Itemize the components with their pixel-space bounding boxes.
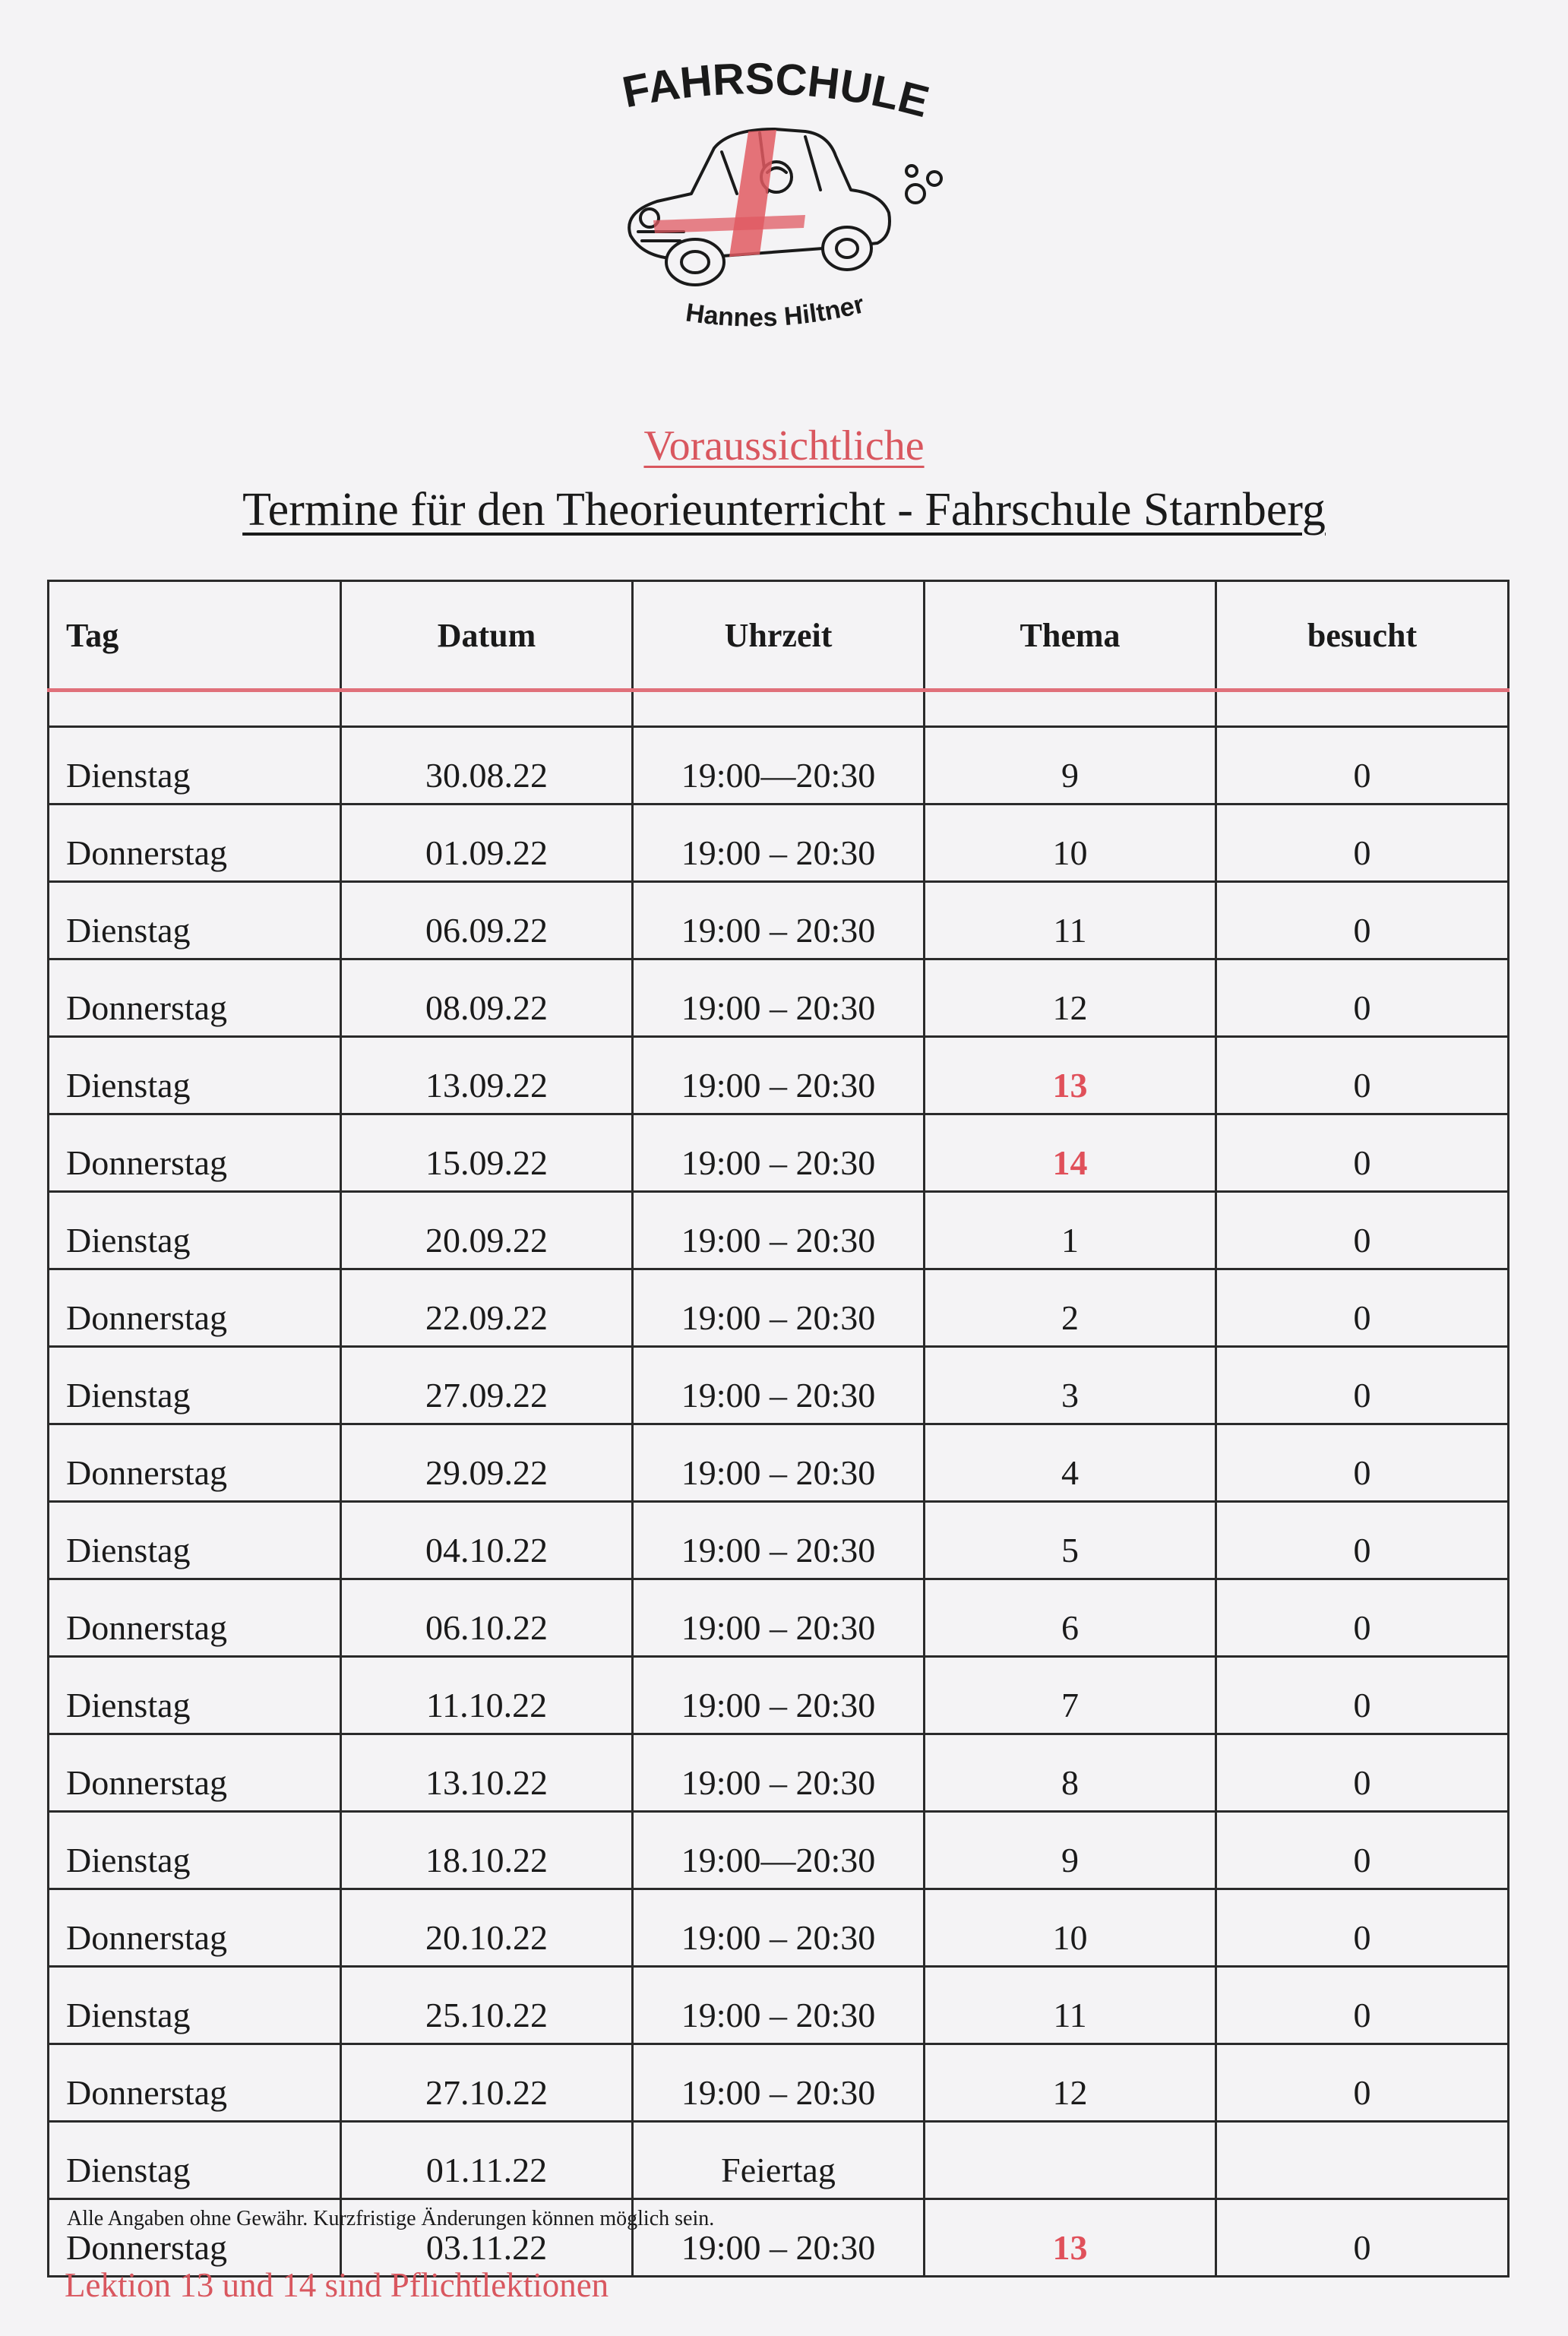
cell-uhrzeit: 19:00 – 20:30 bbox=[633, 1889, 925, 1967]
table-row bbox=[49, 1812, 1509, 1889]
cell-datum: 03.11.22 bbox=[341, 2199, 633, 2277]
table-row bbox=[49, 2122, 1509, 2199]
schedule-table bbox=[47, 580, 1510, 2278]
spacer-cell bbox=[1216, 691, 1509, 727]
svg-text:Hannes Hiltner bbox=[684, 289, 867, 332]
cell-thema: 12 bbox=[925, 959, 1216, 1037]
fahrschule-logo bbox=[577, 42, 972, 346]
cell-datum: 06.09.22 bbox=[341, 882, 633, 959]
title-line-2-wrap bbox=[0, 483, 1568, 537]
cell-thema: 9 bbox=[925, 1812, 1216, 1889]
header-tag: Tag bbox=[49, 581, 341, 691]
cell-datum: 29.09.22 bbox=[341, 1424, 633, 1502]
cell-uhrzeit: 19:00 – 20:30 bbox=[633, 1967, 925, 2044]
cell-besucht: 0 bbox=[1216, 1657, 1509, 1734]
spacer-cell bbox=[633, 691, 925, 727]
cell-uhrzeit: 19:00 – 20:30 bbox=[633, 1347, 925, 1424]
svg-text:FAHRSCHULE bbox=[618, 54, 934, 127]
cell-thema: 11 bbox=[925, 882, 1216, 959]
header-besucht: besucht bbox=[1216, 581, 1509, 691]
cell-tag: Dienstag bbox=[49, 1037, 341, 1114]
cell-tag: Dienstag bbox=[49, 1967, 341, 2044]
cell-thema: 2 bbox=[925, 1269, 1216, 1347]
cell-besucht: 0 bbox=[1216, 1967, 1509, 2044]
table-row bbox=[49, 1579, 1509, 1657]
car-logo-icon bbox=[577, 42, 972, 346]
cell-datum: 08.09.22 bbox=[341, 959, 633, 1037]
cell-besucht: 0 bbox=[1216, 804, 1509, 882]
cell-thema: 10 bbox=[925, 1889, 1216, 1967]
cell-datum: 25.10.22 bbox=[341, 1967, 633, 2044]
cell-uhrzeit: 19:00 – 20:30 bbox=[633, 1579, 925, 1657]
cell-tag: Dienstag bbox=[49, 1502, 341, 1579]
cell-tag: Donnerstag bbox=[49, 959, 341, 1037]
cell-besucht: 0 bbox=[1216, 2199, 1509, 2277]
cell-datum: 27.10.22 bbox=[341, 2044, 633, 2122]
table-row bbox=[49, 1269, 1509, 1347]
cell-uhrzeit: 19:00 – 20:30 bbox=[633, 1114, 925, 1192]
table-row bbox=[49, 1657, 1509, 1734]
cell-thema: 11 bbox=[925, 1967, 1216, 2044]
cell-besucht: 0 bbox=[1216, 1269, 1509, 1347]
cell-besucht: 0 bbox=[1216, 1812, 1509, 1889]
spacer-cell bbox=[925, 691, 1216, 727]
cell-uhrzeit: 19:00 – 20:30 bbox=[633, 1657, 925, 1734]
table-row bbox=[49, 804, 1509, 882]
cell-uhrzeit: 19:00 – 20:30 bbox=[633, 1192, 925, 1269]
cell-besucht bbox=[1216, 2122, 1509, 2199]
cell-datum: 22.09.22 bbox=[341, 1269, 633, 1347]
cell-thema: 13 bbox=[925, 2199, 1216, 2277]
cell-besucht: 0 bbox=[1216, 1347, 1509, 1424]
cell-thema: 13 bbox=[925, 1037, 1216, 1114]
cell-uhrzeit: 19:00 – 20:30 bbox=[633, 882, 925, 959]
cell-thema: 14 bbox=[925, 1114, 1216, 1192]
cell-uhrzeit: 19:00 – 20:30 bbox=[633, 959, 925, 1037]
cell-besucht: 0 bbox=[1216, 1502, 1509, 1579]
cell-datum: 30.08.22 bbox=[341, 727, 633, 804]
header-uhrzeit: Uhrzeit bbox=[633, 581, 925, 691]
cell-datum: 15.09.22 bbox=[341, 1114, 633, 1192]
cell-thema: 4 bbox=[925, 1424, 1216, 1502]
cell-uhrzeit: 19:00 – 20:30 bbox=[633, 1037, 925, 1114]
table-header-row bbox=[49, 581, 1509, 691]
disclaimer: Alle Angaben ohne Gewähr. Kurzfristige Änderungen können möglich sein. bbox=[67, 2207, 715, 2230]
cell-datum: 01.11.22 bbox=[341, 2122, 633, 2199]
cell-tag: Donnerstag bbox=[49, 1734, 341, 1812]
title-line-1-wrap bbox=[0, 422, 1568, 470]
cell-datum: 11.10.22 bbox=[341, 1657, 633, 1734]
cell-tag: Dienstag bbox=[49, 1192, 341, 1269]
cell-thema bbox=[925, 2122, 1216, 2199]
table-row bbox=[49, 882, 1509, 959]
cell-datum: 20.10.22 bbox=[341, 1889, 633, 1967]
cell-tag: Dienstag bbox=[49, 1812, 341, 1889]
cell-besucht: 0 bbox=[1216, 959, 1509, 1037]
cell-tag: Dienstag bbox=[49, 882, 341, 959]
cell-uhrzeit: 19:00 – 20:30 bbox=[633, 1424, 925, 1502]
table-row bbox=[49, 1037, 1509, 1114]
cell-datum: 13.09.22 bbox=[341, 1037, 633, 1114]
logo-owner: Hannes Hiltner bbox=[684, 289, 868, 333]
spacer-cell bbox=[341, 691, 633, 727]
cell-tag: Dienstag bbox=[49, 2122, 341, 2199]
cell-thema: 12 bbox=[925, 2044, 1216, 2122]
cell-uhrzeit: 19:00 – 20:30 bbox=[633, 1269, 925, 1347]
cell-thema: 7 bbox=[925, 1657, 1216, 1734]
cell-datum: 04.10.22 bbox=[341, 1502, 633, 1579]
cell-uhrzeit: 19:00 – 20:30 bbox=[633, 1502, 925, 1579]
table-row bbox=[49, 1967, 1509, 2044]
cell-datum: 06.10.22 bbox=[341, 1579, 633, 1657]
table-row bbox=[49, 1889, 1509, 1967]
cell-besucht: 0 bbox=[1216, 1114, 1509, 1192]
cell-tag: Donnerstag bbox=[49, 2199, 341, 2277]
cell-tag: Dienstag bbox=[49, 1347, 341, 1424]
table-row bbox=[49, 1347, 1509, 1424]
table-row bbox=[49, 727, 1509, 804]
mandatory-lessons-note: Lektion 13 und 14 sind Pflichtlektionen bbox=[65, 2266, 609, 2304]
title-line-1: Voraussichtliche bbox=[643, 422, 925, 469]
table-row bbox=[49, 1502, 1509, 1579]
cell-uhrzeit: 19:00 – 20:30 bbox=[633, 2199, 925, 2277]
cell-uhrzeit: 19:00—20:30 bbox=[633, 1812, 925, 1889]
header-thema: Thema bbox=[925, 581, 1216, 691]
cell-besucht: 0 bbox=[1216, 2044, 1509, 2122]
cell-tag: Dienstag bbox=[49, 1657, 341, 1734]
table-row bbox=[49, 1734, 1509, 1812]
cell-besucht: 0 bbox=[1216, 1579, 1509, 1657]
cell-tag: Donnerstag bbox=[49, 1114, 341, 1192]
cell-thema: 3 bbox=[925, 1347, 1216, 1424]
cell-uhrzeit: Feiertag bbox=[633, 2122, 925, 2199]
logo-name: FAHRSCHULE bbox=[618, 54, 934, 128]
cell-uhrzeit: 19:00 – 20:30 bbox=[633, 1734, 925, 1812]
cell-thema: 5 bbox=[925, 1502, 1216, 1579]
cell-tag: Donnerstag bbox=[49, 1579, 341, 1657]
cell-tag: Donnerstag bbox=[49, 2044, 341, 2122]
cell-thema: 10 bbox=[925, 804, 1216, 882]
cell-uhrzeit: 19:00—20:30 bbox=[633, 727, 925, 804]
cell-tag: Donnerstag bbox=[49, 804, 341, 882]
table-row bbox=[49, 1192, 1509, 1269]
cell-thema: 8 bbox=[925, 1734, 1216, 1812]
cell-thema: 9 bbox=[925, 727, 1216, 804]
cell-tag: Donnerstag bbox=[49, 1424, 341, 1502]
table-row bbox=[49, 1114, 1509, 1192]
cell-datum: 20.09.22 bbox=[341, 1192, 633, 1269]
cell-datum: 01.09.22 bbox=[341, 804, 633, 882]
spacer-row bbox=[49, 691, 1509, 727]
spacer-cell bbox=[49, 691, 341, 727]
header-datum: Datum bbox=[341, 581, 633, 691]
cell-datum: 27.09.22 bbox=[341, 1347, 633, 1424]
cell-tag: Donnerstag bbox=[49, 1889, 341, 1967]
cell-uhrzeit: 19:00 – 20:30 bbox=[633, 2044, 925, 2122]
cell-thema: 1 bbox=[925, 1192, 1216, 1269]
table-row bbox=[49, 2044, 1509, 2122]
cell-besucht: 0 bbox=[1216, 1889, 1509, 1967]
cell-besucht: 0 bbox=[1216, 727, 1509, 804]
cell-besucht: 0 bbox=[1216, 1037, 1509, 1114]
cell-datum: 13.10.22 bbox=[341, 1734, 633, 1812]
cell-uhrzeit: 19:00 – 20:30 bbox=[633, 804, 925, 882]
title-line-2: Termine für den Theorieunterricht - Fahrschule Starnberg bbox=[242, 484, 1326, 536]
cell-besucht: 0 bbox=[1216, 1192, 1509, 1269]
cell-thema: 6 bbox=[925, 1579, 1216, 1657]
table-row bbox=[49, 959, 1509, 1037]
cell-besucht: 0 bbox=[1216, 1734, 1509, 1812]
cell-besucht: 0 bbox=[1216, 1424, 1509, 1502]
table-row bbox=[49, 1424, 1509, 1502]
cell-tag: Dienstag bbox=[49, 727, 341, 804]
cell-tag: Donnerstag bbox=[49, 1269, 341, 1347]
cell-besucht: 0 bbox=[1216, 882, 1509, 959]
cell-datum: 18.10.22 bbox=[341, 1812, 633, 1889]
